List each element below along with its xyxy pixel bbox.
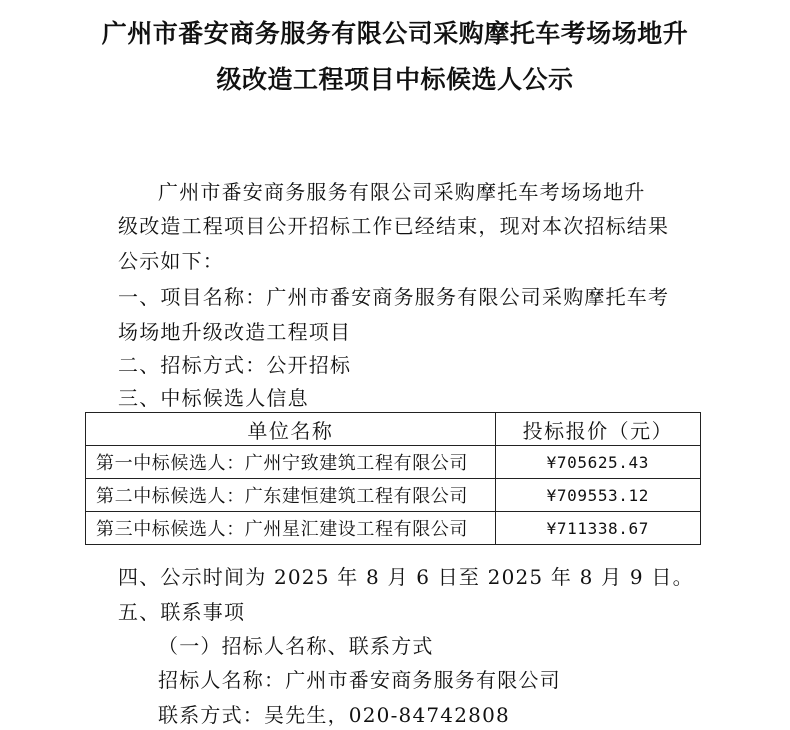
intro-line-3: 公示如下：	[118, 249, 224, 273]
tenderer-name: 招标人名称：广州市番安商务服务有限公司	[158, 668, 561, 692]
candidate-name: 第三中标候选人：广州星汇建设工程有限公司	[86, 512, 496, 545]
table-row	[86, 446, 701, 479]
contact-phone: 联系方式：吴先生，020-84742808	[158, 703, 510, 727]
candidate-price: ¥705625.43	[495, 446, 700, 479]
column-header-company: 单位名称	[86, 413, 496, 446]
publicity-time: 四、公示时间为 2025 年 8 月 6 日至 2025 年 8 月 9 日。	[118, 565, 694, 589]
candidate-price: ¥709553.12	[495, 479, 700, 512]
bidding-method: 二、招标方式：公开招标	[118, 353, 352, 377]
candidates-table	[85, 412, 701, 545]
candidates-heading: 三、中标候选人信息	[118, 386, 309, 410]
table-header-row	[86, 413, 701, 446]
project-name-line-2: 场场地升级改造工程项目	[118, 320, 352, 344]
contact-sub-heading: （一）招标人名称、联系方式	[158, 634, 434, 658]
page-title-line-2: 级改造工程项目中标候选人公示	[216, 65, 574, 94]
candidate-name: 第二中标候选人：广东建恒建筑工程有限公司	[86, 479, 496, 512]
intro-line-2: 级改造工程项目公开招标工作已经结束，现对本次招标结果	[118, 214, 670, 238]
table-row	[86, 512, 701, 545]
candidate-name: 第一中标候选人：广州宁致建筑工程有限公司	[86, 446, 496, 479]
project-name-line-1: 一、项目名称：广州市番安商务服务有限公司采购摩托车考	[118, 285, 670, 309]
page-title-line-1: 广州市番安商务服务有限公司采购摩托车考场场地升	[101, 19, 689, 48]
candidate-price: ¥711338.67	[495, 512, 700, 545]
intro-line-1: 广州市番安商务服务有限公司采购摩托车考场场地升	[158, 180, 646, 204]
table-row	[86, 479, 701, 512]
contact-heading: 五、联系事项	[118, 600, 246, 624]
column-header-bid-price: 投标报价（元）	[495, 413, 700, 446]
